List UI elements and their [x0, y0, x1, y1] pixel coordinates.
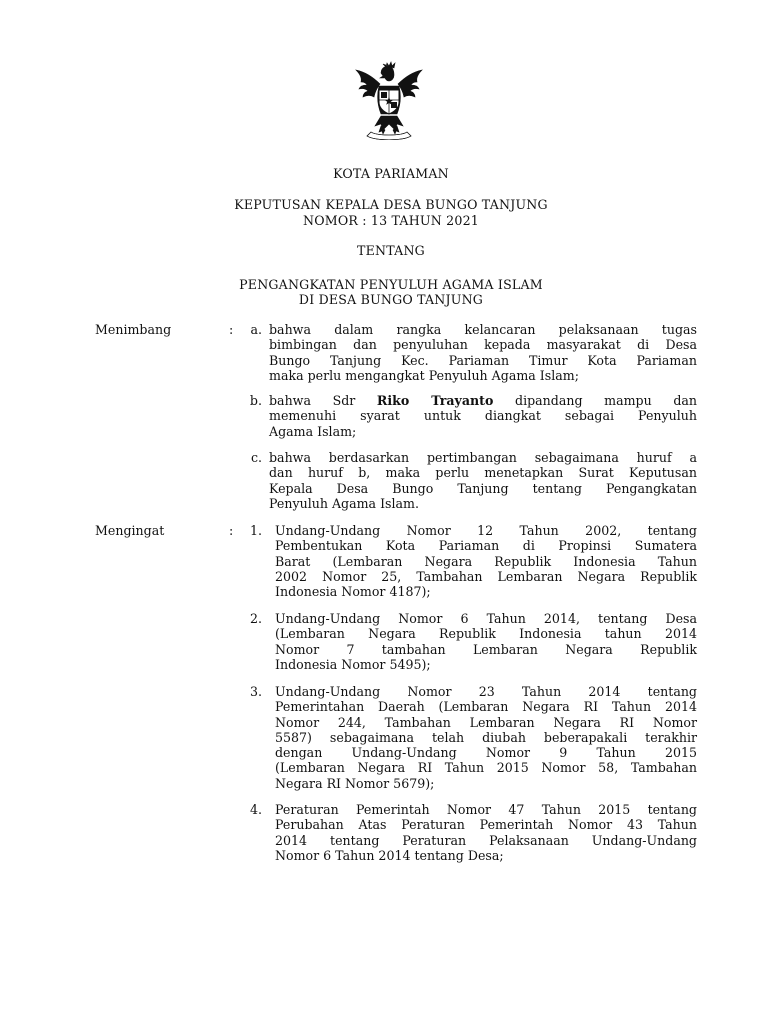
text-line: bahwa berdasarkan pertimbangan sebagaimana huruf a	[269, 450, 697, 465]
text-line: Pemerintahan Daerah (Lembaran Negara RI Tahun 2014	[275, 699, 697, 715]
text-line: Pembentukan Kota Pariaman di Propinsi Sumatera	[275, 538, 697, 554]
menimbang-label: Menimbang	[95, 322, 172, 337]
text-line: dan huruf b, maka perlu menetapkan Surat Keputusan	[269, 465, 697, 481]
item-marker: 3.	[249, 684, 262, 699]
text-line: (Lembaran Negara RI Tahun 2015 Nomor 58, Tambahan	[275, 760, 697, 776]
appointee-name: Riko Trayanto	[376, 393, 494, 408]
text-line: 5587) sebagaimana telah diubah beberapakali terakhir	[275, 729, 697, 745]
text-line: Peraturan Pemerintah Nomor 47 Tahun 2015 tentang	[275, 802, 697, 817]
text-line: Nomor 244, Tambahan Lembaran Negara RI Nomor	[275, 714, 697, 730]
item-marker: b.	[249, 393, 262, 408]
menimbang-colon: :	[229, 322, 234, 337]
text-fragment: dipandang mampu dan	[515, 393, 697, 408]
text-line: bahwa dalam rangka kelancaran pelaksanaan tugas	[269, 322, 697, 337]
text-line: maka perlu mengangkat Penyuluh Agama Islam;	[269, 367, 579, 383]
text-line: Penyuluh Agama Islam.	[269, 495, 419, 511]
text-line: (Lembaran Negara Republik Indonesia tahun 2014	[275, 626, 697, 642]
text-line: memenuhi syarat untuk diangkat sebagai Penyuluh	[269, 408, 697, 424]
text-line: Perubahan Atas Peraturan Pemerintah Nomor 43 Tahun	[275, 817, 697, 833]
about-heading: TENTANG	[357, 243, 425, 258]
text-line: Kepala Desa Bungo Tanjung tentang Pengangkatan	[269, 480, 697, 496]
text-line: Negara RI Nomor 5679);	[275, 775, 435, 791]
text-line: Barat (Lembaran Negara Republik Indonesia Tahun	[275, 553, 697, 569]
text-line: Undang-Undang Nomor 12 Tahun 2002, tentang	[275, 523, 697, 538]
item-marker: 1.	[249, 523, 262, 538]
text-line: 2014 tentang Peraturan Pelaksanaan Undang-Undang	[275, 832, 697, 848]
text-line: Nomor 7 tambahan Lembaran Negara Republik	[275, 641, 697, 657]
text-line: Indonesia Nomor 4187);	[275, 584, 431, 600]
text-line: Indonesia Nomor 5495);	[275, 656, 431, 672]
text-line: dengan Undang-Undang Nomor 9 Tahun 2015	[275, 745, 697, 761]
text-line: 2002 Nomor 25, Tambahan Lembaran Negara Republik	[275, 568, 697, 584]
city-heading: KOTA PARIAMAN	[333, 166, 449, 181]
text-line: Undang-Undang Nomor 6 Tahun 2014, tentang Desa	[275, 611, 697, 626]
item-marker: 4.	[249, 802, 262, 817]
text-line	[269, 393, 697, 408]
subject-line-2: DI DESA BUNGO TANJUNG	[298, 292, 484, 307]
mengingat-colon: :	[229, 523, 234, 538]
item-marker: c.	[250, 450, 262, 465]
decree-title: KEPUTUSAN KEPALA DESA BUNGO TANJUNG	[234, 197, 548, 212]
text-line: bimbingan dan penyuluhan kepada masyarakat di Desa	[269, 337, 697, 353]
text-line: Nomor 6 Tahun 2014 tentang Desa;	[275, 847, 504, 863]
decree-number: NOMOR : 13 TAHUN 2021	[303, 213, 479, 228]
item-marker: a.	[250, 322, 262, 337]
subject-line-1: PENGANGKATAN PENYULUH AGAMA ISLAM	[239, 277, 543, 292]
item-marker: 2.	[249, 611, 262, 626]
text-line: Bungo Tanjung Kec. Pariaman Timur Kota Pariaman	[269, 352, 697, 368]
garuda-emblem-icon	[343, 60, 435, 152]
text-fragment: bahwa Sdr	[269, 393, 356, 408]
mengingat-label: Mengingat	[95, 523, 165, 538]
text-line: Undang-Undang Nomor 23 Tahun 2014 tentang	[275, 684, 697, 699]
text-line: Agama Islam;	[269, 423, 357, 439]
